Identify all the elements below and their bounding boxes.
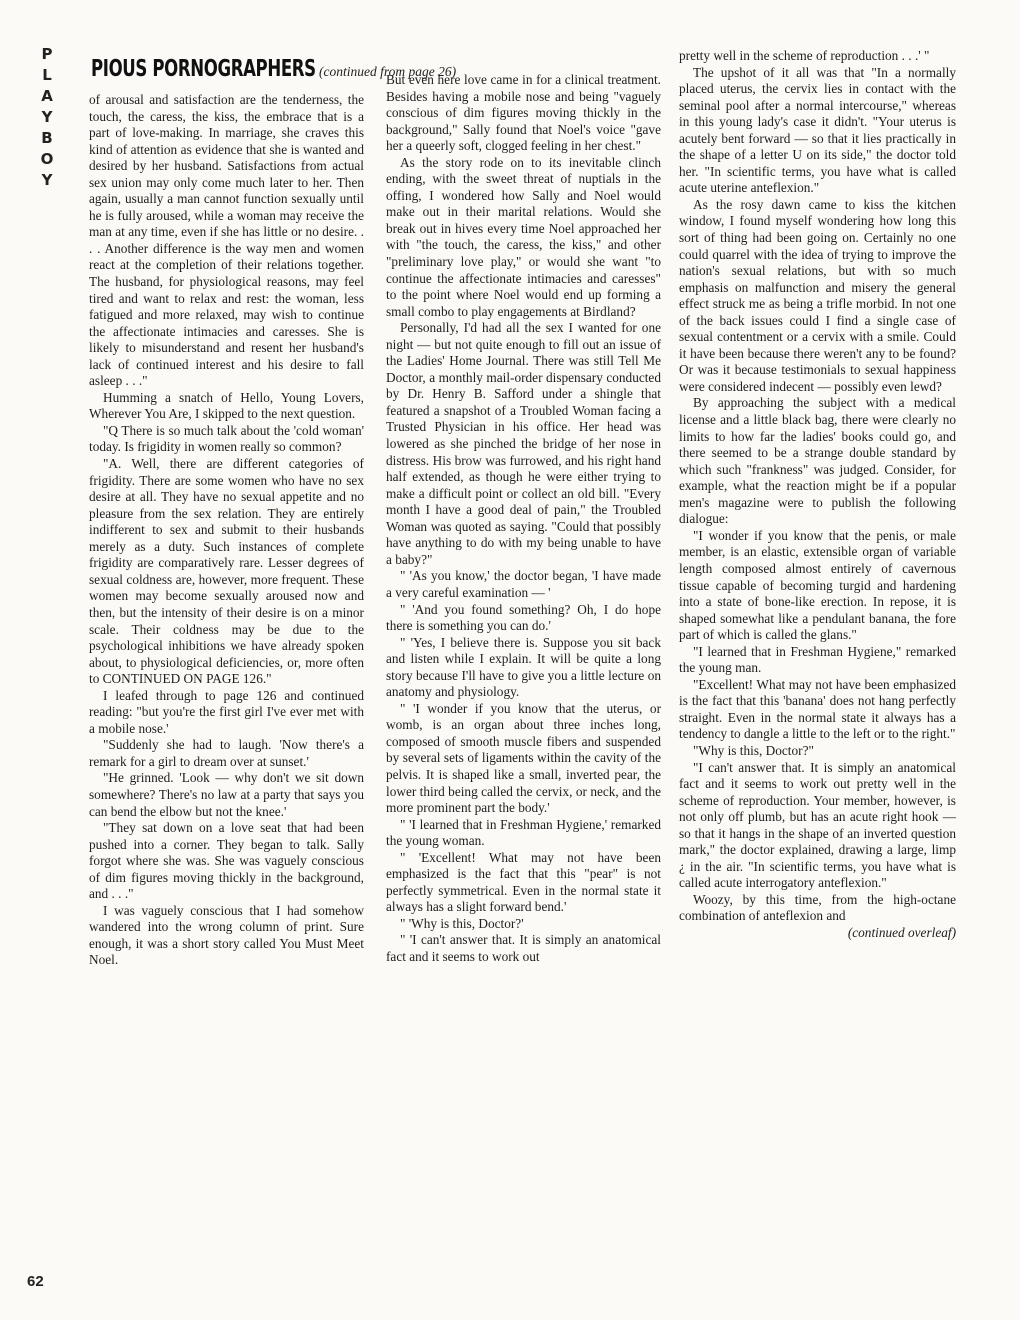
continued-from-note: (continued from page 26) (319, 64, 457, 79)
text-column-3 (679, 48, 956, 942)
paragraph: "Q There is so much talk about the 'cold woman' today. Is frigidity in women really so common? (89, 422, 364, 455)
paragraph: "Why is this, Doctor?" (693, 742, 814, 758)
continued-overleaf-note: (continued overleaf) (847, 924, 956, 940)
paragraph: Personally, I'd had all the sex I wanted for one night — but not quite enough to fill out an issue of the Ladies' Home Journal. There was still Tell Me Doctor, a monthly mail-order dispensary conducted by Dr. Henry B. Safford under a shingle that featured a snapshot of a Troubled Woman facing a Trusted Physician in his office. Her head was lowered as she pinched the bridge of her nose in distress. His brow was furrowed, and his right hand half extended, as though he were either trying to make a difficult point or collect an old bill. "Every month I have a good deal of pain," the Troubled Woman was quoted as saying. "Could that possibly have anything to do with my being unable to have a baby?" (386, 320, 661, 567)
text-column-1 (89, 92, 364, 969)
article-title: PIOUS PORNOGRAPHERS (91, 56, 316, 82)
side-letter: L (42, 66, 52, 84)
side-letter: Y (41, 108, 53, 126)
paragraph: " 'Why is this, Doctor?' (400, 915, 524, 931)
paragraph: As the rosy dawn came to kiss the kitchen window, I found myself wondering how long this sort of thing had been going on. Certainly no one could quarrel with the idea of trying to improve the nation's sexual relations, but with so much emphasis on malfunction and misery the general effect struck me as being a trifle morbid. In not one of the back issues could I find a single case of sexual contentment or a cervix with a smile. Could it have been because there weren't any to be found? Or was it because testimonials to sexual happiness were considered indecent — possibly even lewd? (679, 196, 956, 394)
paragraph: " 'Excellent! What may not have been emphasized is the fact that this "pear" is not perfectly symmetrical. Even in the normal state it always has a slight forward bend.' (386, 849, 661, 915)
paragraph: "Suddenly she had to laugh. 'Now there's a remark for a girl to dream over at sunset.' (89, 737, 364, 769)
paragraph: By approaching the subject with a medical license and a little black bag, there were clearly no limits to how far the ladies' books could go, and there seemed to be a strange double standard by which such "frankness" was judged. Consider, for example, what the reaction might be if a popular men's magazine were to publish the following dialogue: (679, 395, 956, 527)
paragraph: As the story rode on to its inevitable clinch ending, with the sweet threat of nuptials in the offing, I wondered how Sally and Noel would make out in their marital relations. Would she break out in hives every time Noel approached her with "the touch, the caress, the kiss," and other "preliminary love play," or would she want "to continue the affectionate intimacies and caresses" to the point where Noel would end up forming a small combo to play engagements at Birdland? (386, 154, 661, 319)
paragraph: "They sat down on a love seat that had been pushed into a corner. They began to talk. Sally forgot where she was. She was vaguely conscious of dim figures moving thickly in the background, and . . ." (89, 820, 364, 902)
paragraph: "He grinned. 'Look — why don't we sit down somewhere? There's no law at a party that says you can bend the elbow but not the knee.' (89, 770, 364, 819)
paragraph: The upshot of it all was that "In a normally placed uterus, the cervix lies in contact with the seminal pool after a normal intercourse," whereas in this young lady's case it didn't. "Your uterus is acutely bent forward — so that it lies practically in the shape of a letter U on its side," the doctor told her. "In scientific terms, you have what is called acute uterine anteflexion." (679, 64, 956, 196)
paragraph: I was vaguely conscious that I had somehow wandered into the wrong column of print. Sure enough, it was a short story called You Must Meet Noel. (89, 902, 364, 968)
paragraph: pretty well in the scheme of reproduction . . .' " (679, 48, 930, 63)
paragraph: " 'I wonder if you know that the uterus, or womb, is an organ about three inches long, composed of smooth muscle fibers and suspended by several sets of ligaments within the cavity of the pelvis. It is shaped like a small, inverted pear, the lower third being called the cervix, or neck, and the more prominent part the body.' (386, 700, 661, 816)
paragraph: " 'I can't answer that. It is simply an anatomical fact and it seems to work out (386, 932, 661, 964)
paragraph: "I wonder if you know that the penis, or male member, is an elastic, extensible organ of variable length composed almost entirely of cavernous tissue capable of becoming turgid and hardening into a state of bone-like erection. In repose, it is shaped somewhat like a pendulant banana, the fore part of which is called the glans." (679, 527, 956, 643)
page-number: 62 (27, 1273, 44, 1290)
paragraph: " 'Yes, I believe there is. Suppose you sit back and listen while I explain. It will be quite a long story because I'll have to give you a little lecture on anatomy and physiology. (386, 634, 661, 700)
side-letter: P (41, 45, 53, 63)
side-letter: A (41, 87, 53, 105)
side-letter: Y (41, 171, 53, 189)
side-letter: O (40, 150, 54, 168)
paragraph: "A. Well, there are different categories of frigidity. There are some women who have no sex desire at all. They have no sexual appetite and no pleasure from the sex relation. They are entirely indifferent to sex and submit to their husbands merely as a duty. Such instances of complete frigidity are comparatively rare. Lesser degrees of sexual coldness are, however, more frequent. These women may become sexually aroused now and then, but the intensity of their desire is on a minor scale. Their coldness may be due to the psychological inhibitions we have already spoken about, to physiological deficiencies, or, more often to CONTINUED ON PAGE 126." (89, 456, 364, 687)
paragraph: " 'I learned that in Freshman Hygiene,' remarked the young woman. (386, 816, 661, 849)
paragraph: "Excellent! What may not have been emphasized is the fact that this 'banana' does not hang perfectly straight. Even in the normal state it always has a tendency to dangle a little to the left or to the right." (679, 676, 956, 742)
paragraph: Woozy, by this time, from the high-octane combination of anteflexion and (679, 891, 956, 924)
paragraph: But even here love came in for a clinical treatment. Besides having a mobile nose and being "vaguely conscious of dim figures moving thickly in the background," Sally found that Noel's voice "gave her a queerly soft, clogged feeling in her chest." (386, 72, 661, 154)
paragraph: of arousal and satisfaction are the tenderness, the touch, the caress, the kiss, the embrace that is a part of love-making. In marriage, she craves this kind of attention as evidence that she is wanted and desired by her husband. Satisfactions from actual sex union may only come much later to her. Then again, usually a man cannot function sexually until he is fully aroused, while a woman may receive the man at any time, even if she has little or no desire. . . . Another difference is the way men and women react at the completion of their relations together. The husband, for physiological reasons, may feel tired and want to relax and rest: the woman, less fatigued and more relaxed, may wish to continue the affectionate intimacies and caresses. She is likely to misunderstand and resent her husband's lack of continued interest and his desire to fall asleep . . ." (89, 92, 364, 389)
side-letter: B (41, 129, 53, 147)
magazine-side-label (32, 44, 62, 191)
text-column-2 (386, 72, 661, 966)
paragraph: " 'And you found something? Oh, I do hope there is something you can do.' (386, 601, 661, 634)
paragraph: Humming a snatch of Hello, Young Lovers, Wherever You Are, I skipped to the next question. (89, 389, 364, 422)
paragraph: I leafed through to page 126 and continued reading: "but you're the first girl I've ever met with a mobile nose.' (89, 687, 364, 736)
paragraph: "I learned that in Freshman Hygiene," remarked the young man. (679, 643, 956, 676)
paragraph: "I can't answer that. It is simply an anatomical fact and it seems to work out pretty well in the scheme of reproduction. Your member, however, is not only off plumb, but has an acute right hook — so that it hangs in the shape of an inverted question mark," the doctor explained, drawing a large, limp ¿ in the air. "In scientific terms, you have what is called acute interrogatory anteflexion." (679, 759, 956, 891)
paragraph: " 'As you know,' the doctor began, 'I have made a very careful examination — ' (386, 568, 661, 600)
